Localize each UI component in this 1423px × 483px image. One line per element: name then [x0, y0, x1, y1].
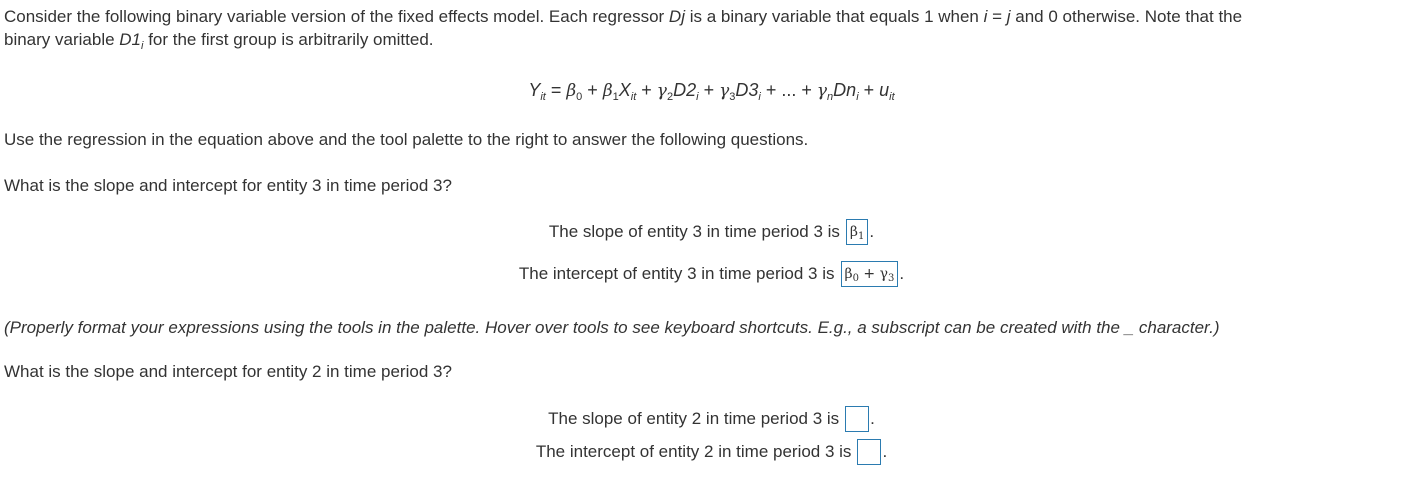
- intro-line-2: binary variable $D1_i$ for the first group is arbitrarily omitted.: [4, 30, 434, 52]
- q2-intercept-answer-field[interactable]: [857, 439, 881, 465]
- q1-intercept-answer-field[interactable]: $\beta_0 + \gamma_3$: [841, 261, 899, 287]
- q2-slope-label: The slope of entity 2 in time period 3 is: [548, 409, 840, 428]
- q1-slope-label: The slope of entity 3 in time period 3 is: [548, 222, 840, 241]
- q1-slope-answer-field[interactable]: $\beta_1$: [846, 219, 868, 245]
- problem-intro: [4, 5, 1423, 51]
- q1-intercept-row: The intercept of entity 3 in time period 3 is $\beta_0 + \gamma_3$ .: [0, 261, 1423, 287]
- instruction-text: Use the regression in the equation above and the tool palette to the right to answer the following questions.: [4, 130, 809, 149]
- q2-intercept-label: The intercept of entity 2 in time period 3 is: [535, 442, 852, 461]
- regression-equation: $Y_{it} = \beta_0 + \beta_1X_{it} + \gamma_2D2_i + \gamma_3D3_i$ + ... + $\gamma_nDn_i + u_{it}$: [528, 80, 895, 103]
- format-hint-note: (Properly format your expressions using the tools in the palette. Hover over tools to see keyboard shortcuts. E.g., a subscript can be created with the _ character.): [4, 318, 1220, 337]
- q1-slope-row: The slope of entity 3 in time period 3 is $\beta_1$ .: [0, 219, 1423, 245]
- q2-slope-row: The slope of entity 2 in time period 3 is .: [0, 406, 1423, 432]
- intro-line-1: Consider the following binary variable version of the fixed effects model. Each regressor Dj is a binary variable that equals 1 when i = j and 0 otherwise. Note that the: [4, 7, 1243, 26]
- q2-slope-answer-field[interactable]: [845, 406, 869, 432]
- q1-intercept-label: The intercept of entity 3 in time period 3 is: [518, 264, 835, 283]
- question-1-prompt: What is the slope and intercept for entity 3 in time period 3?: [4, 176, 452, 195]
- q2-intercept-row: The intercept of entity 2 in time period 3 is .: [0, 439, 1423, 465]
- question-2-prompt: What is the slope and intercept for entity 2 in time period 3?: [4, 362, 452, 381]
